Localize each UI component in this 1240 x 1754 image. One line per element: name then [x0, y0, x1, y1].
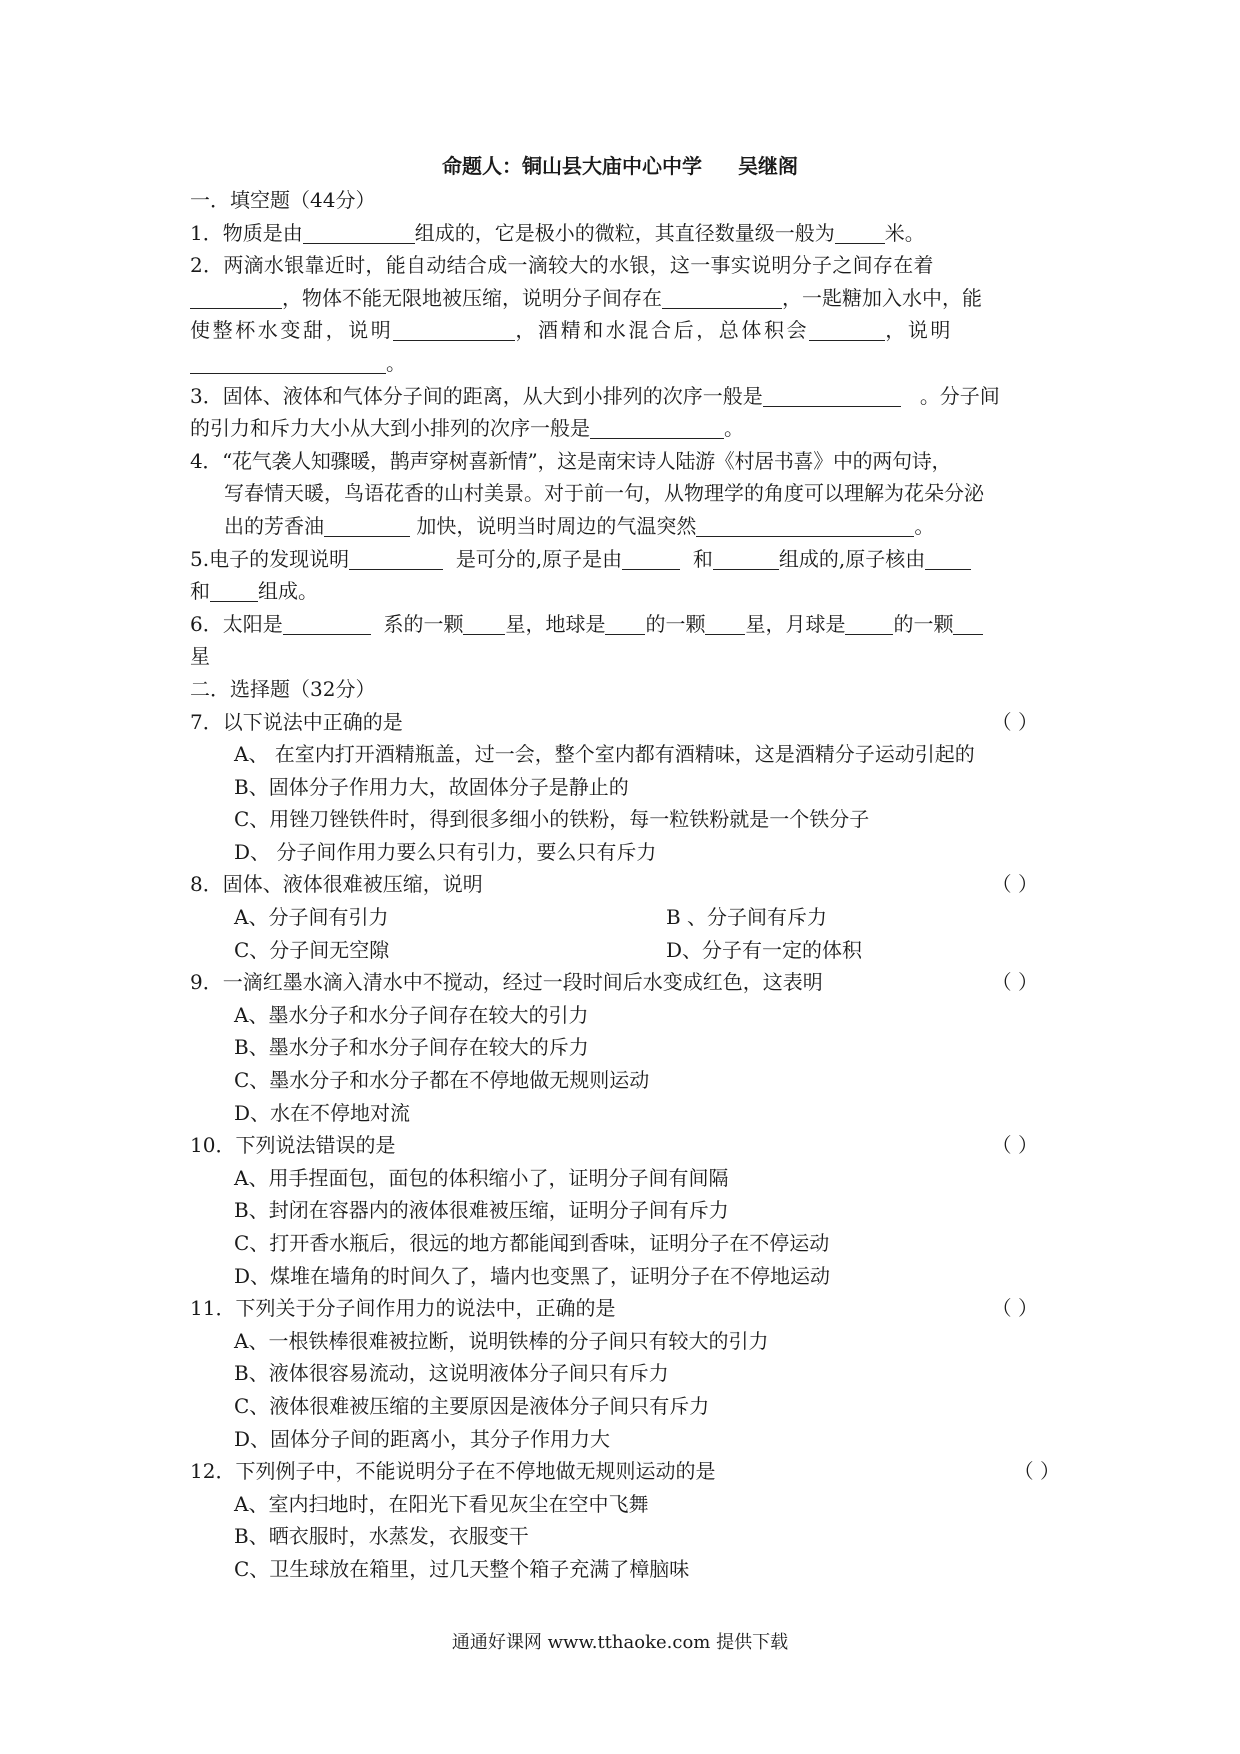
answer-blank: [190, 351, 386, 374]
section-title-fill: 一．填空题（44分）: [190, 188, 376, 212]
answer-blank: [324, 514, 410, 537]
answer-blank: [622, 547, 680, 570]
question-3-line-1: 3．固体、液体和气体分子间的距离，从大到小排列的次序一般是 。分子间: [190, 383, 1000, 408]
answer-blank: [705, 612, 745, 635]
question-12-stem: 12．下列例子中，不能说明分子在不停地做无规则运动的是 （ ）: [190, 1455, 1060, 1488]
answer-blank: [283, 612, 371, 635]
question-12-option-a: A、室内扫地时，在阳光下看见灰尘在空中飞舞: [234, 1491, 649, 1516]
question-4-line-3: 出的芳香油 加快，说明当时周边的气温突然 。: [224, 513, 935, 538]
answer-blank: [835, 221, 885, 244]
question-7-option-c: C、用锉刀锉铁件时，得到很多细小的铁粉，每一粒铁粉就是一个铁分子: [234, 807, 870, 832]
section-title-choice: 二．选择题（32分）: [190, 676, 376, 701]
answer-blank: [662, 286, 782, 309]
question-8-stem: 8．固体、液体很难被压缩，说明 （ ）: [190, 868, 1060, 901]
question-10-option-a: A、用手捏面包，面包的体积缩小了，证明分子间有间隔: [234, 1165, 729, 1190]
author-line: [0, 150, 1240, 179]
answer-parentheses: （ ）: [991, 1296, 1038, 1321]
answer-blank: [713, 547, 779, 570]
question-content: [190, 184, 1060, 1586]
answer-blank: [590, 416, 724, 439]
answer-blank: [809, 318, 885, 341]
answer-blank: [953, 612, 983, 635]
question-7-option-b: B、固体分子作用力大，故固体分子是静止的: [234, 774, 629, 799]
question-9-option-a: A、墨水分子和水分子间存在较大的引力: [234, 1002, 589, 1027]
answer-blank: [190, 286, 282, 309]
question-7-option-d: D、 分子间作用力要么只有引力，要么只有斥力: [234, 839, 657, 864]
question-4-line-1: 4．“花气袭人知骤暖，鹊声穿树喜新情”，这是南宋诗人陆游《村居书喜》中的两句诗，: [190, 448, 952, 473]
question-9-stem: 9．一滴红墨水滴入清水中不搅动，经过一段时间后水变成红色，这表明 （ ）: [190, 966, 1060, 999]
question-7-option-a: A、 在室内打开酒精瓶盖，过一会，整个室内都有酒精味，这是酒精分子运动引起的: [234, 742, 975, 767]
answer-blank: [210, 579, 258, 602]
answer-blank: [393, 318, 515, 341]
answer-blank: [463, 612, 505, 635]
question-4-line-2: 写春情天暖，鸟语花香的山村美景。对于前一句，从物理学的角度可以理解为花朵分泌: [224, 481, 984, 506]
answer-blank: [605, 612, 645, 635]
answer-parentheses: （ ）: [991, 709, 1038, 734]
question-11-option-d: D、固体分子间的距离小，其分子作用力大: [234, 1426, 611, 1451]
author-label: 命题人：铜山县大庙中心中学: [442, 154, 702, 178]
question-11-option-c: C、液体很难被压缩的主要原因是液体分子间只有斥力: [234, 1393, 710, 1418]
question-8-options-cd: [190, 934, 1060, 967]
question-10-option-b: B、封闭在容器内的液体很难被压缩，证明分子间有斥力: [234, 1198, 729, 1223]
answer-parentheses: （ ）: [991, 970, 1038, 995]
question-6-line-1: 6．太阳是 系的一颗 星，地球是 的一颗 星，月球是 的一颗: [190, 608, 1060, 641]
question-9-option-c: C、墨水分子和水分子都在不停地做无规则运动: [234, 1068, 650, 1093]
question-2-line-4: 。: [190, 347, 1060, 380]
question-10-option-c: C、打开香水瓶后，很远的地方都能闻到香味，证明分子在不停运动: [234, 1231, 830, 1255]
answer-blank: [763, 384, 901, 407]
answer-blank: [303, 221, 415, 244]
question-5-line-1: 5.电子的发现说明 是可分的,原子是由 和 组成的,原子核由: [190, 543, 1060, 576]
question-9-option-d: D、水在不停地对流: [234, 1100, 411, 1125]
question-2-line-2: ，物体不能无限地被压缩，说明分子间存在 ，一匙糖加入水中，能: [190, 282, 1060, 315]
question-9-option-b: B、墨水分子和水分子间存在较大的斥力: [234, 1035, 589, 1060]
question-12-option-c: C、卫生球放在箱里，过几天整个箱子充满了樟脑味: [234, 1556, 690, 1581]
answer-parentheses: （ ）: [1013, 1459, 1060, 1484]
question-1: 1．物质是由 组成的，它是极小的微粒，其直径数量级一般为 米。: [190, 220, 925, 245]
question-8-option-a: A、分子间有引力: [234, 905, 389, 930]
question-8-options-ab: [190, 901, 1060, 934]
question-5-line-2: 和 组成。: [190, 579, 318, 604]
question-8-option-b: B 、分子间有斥力: [666, 905, 828, 930]
question-8-option-c: C、分子间无空隙: [234, 937, 390, 962]
answer-blank: [696, 514, 914, 537]
answer-blank: [925, 547, 971, 570]
answer-blank: [845, 612, 893, 635]
question-8-option-d: D、分子有一定的体积: [666, 937, 863, 962]
question-7-stem: 7．以下说法中正确的是 （ ）: [190, 706, 1060, 739]
answer-parentheses: （ ）: [991, 872, 1038, 897]
question-6-line-2: 星: [190, 644, 210, 669]
question-10-stem: 10．下列说法错误的是 （ ）: [190, 1129, 1060, 1162]
author-name: 吴继阁: [738, 154, 798, 178]
footer-credit: 通通好课网 www.tthaoke.com 提供下载: [451, 1632, 789, 1653]
answer-parentheses: （ ）: [991, 1133, 1038, 1158]
question-11-option-b: B、液体很容易流动，这说明液体分子间只有斥力: [234, 1361, 669, 1386]
question-2-line-1: 2．两滴水银靠近时，能自动结合成一滴较大的水银，这一事实说明分子之间存在着: [190, 253, 934, 278]
question-2-line-3: 使整杯水变甜，说明 ，酒精和水混合后，总体积会 ，说明: [190, 318, 954, 343]
question-3-line-2: 的引力和斥力大小从大到小排列的次序一般是 。: [190, 416, 744, 441]
question-11-option-a: A、一根铁棒很难被拉断，说明铁棒的分子间只有较大的引力: [234, 1328, 769, 1353]
question-10-option-d: D、煤堆在墙角的时间久了，墙内也变黑了，证明分子在不停地运动: [234, 1263, 831, 1288]
question-11-stem: 11．下列关于分子间作用力的说法中，正确的是 （ ）: [190, 1292, 1060, 1325]
question-12-option-b: B、晒衣服时，水蒸发，衣服变干: [234, 1524, 529, 1549]
answer-blank: [349, 547, 443, 570]
